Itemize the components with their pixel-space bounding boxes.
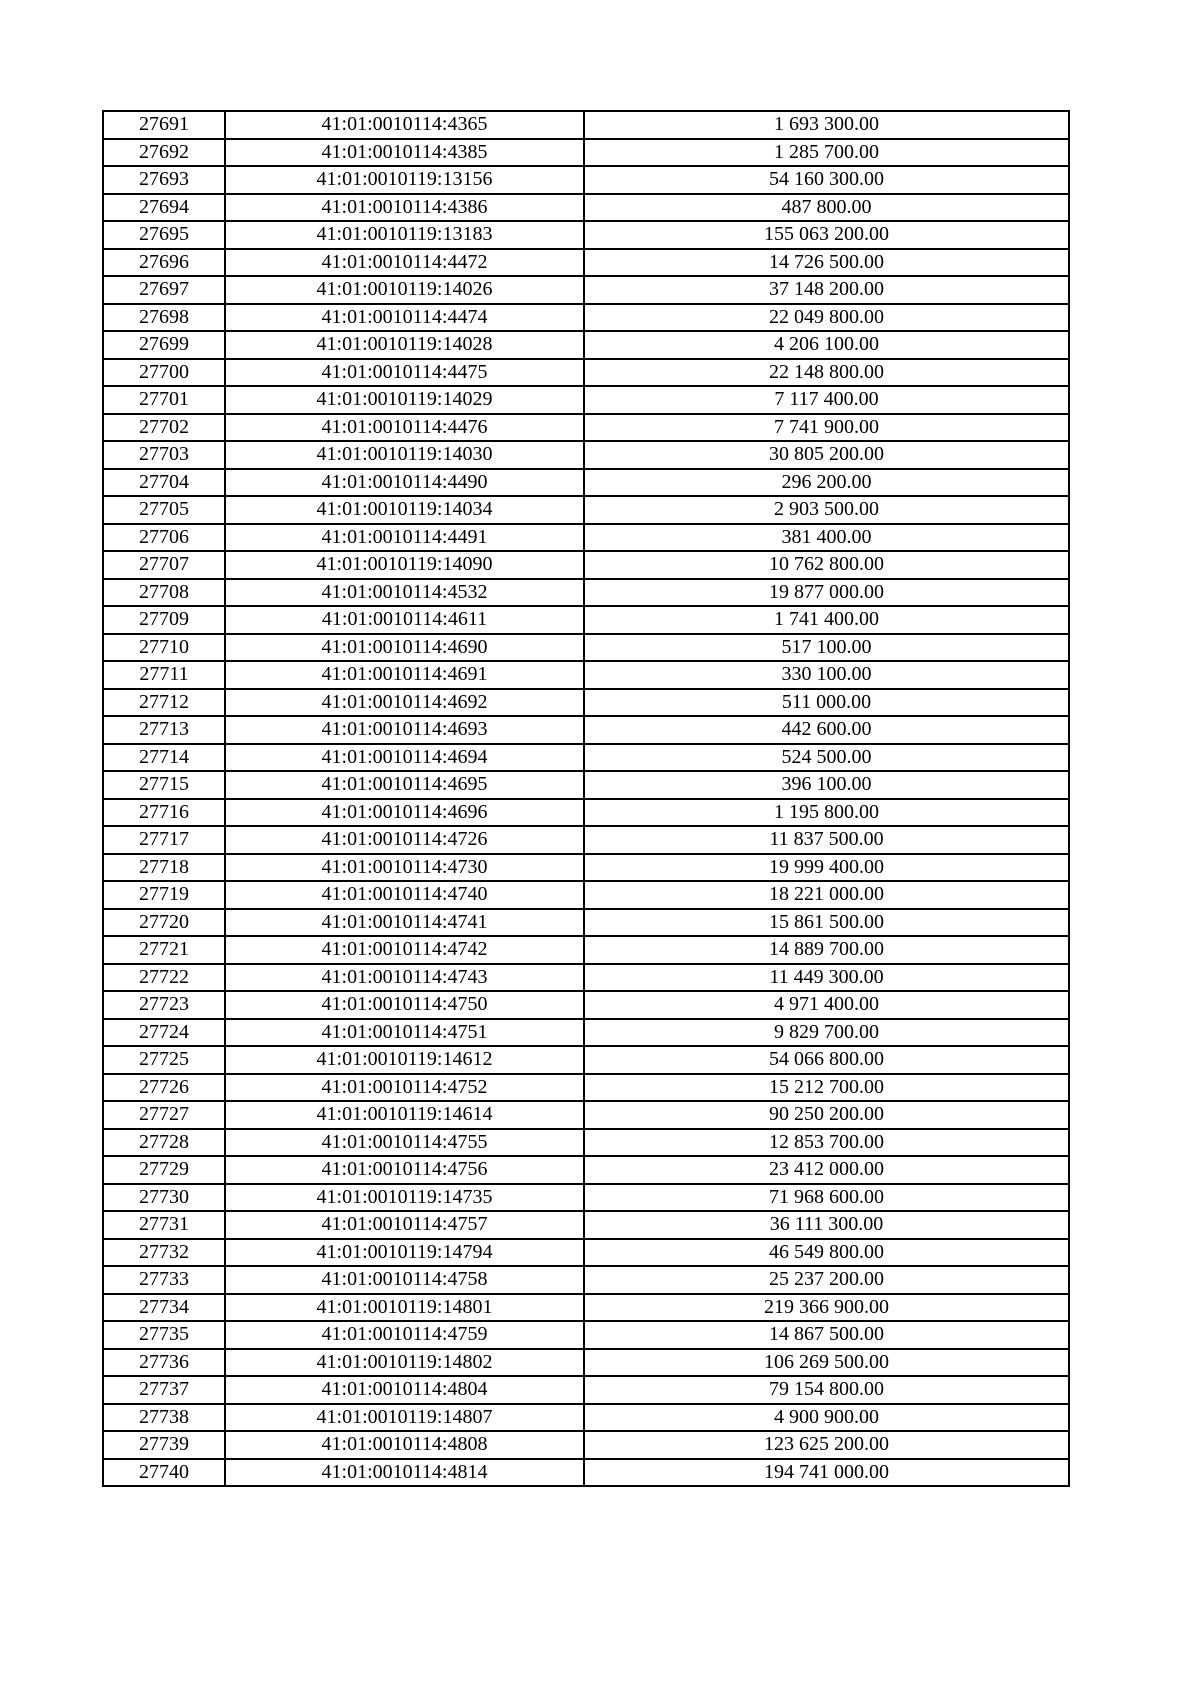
row-number-cell: 27712 (103, 689, 225, 717)
cadastral-value-cell: 396 100.00 (584, 771, 1069, 799)
cadastral-value-cell: 12 853 700.00 (584, 1129, 1069, 1157)
table-row (103, 799, 1069, 827)
table-row (103, 1129, 1069, 1157)
table-row (103, 249, 1069, 277)
row-number-cell: 27720 (103, 909, 225, 937)
row-number-cell: 27702 (103, 414, 225, 442)
cadastral-value-cell: 11 837 500.00 (584, 826, 1069, 854)
cadastral-value-cell: 194 741 000.00 (584, 1459, 1069, 1487)
row-number-cell: 27730 (103, 1184, 225, 1212)
cadastral-number-cell: 41:01:0010114:4532 (225, 579, 584, 607)
cadastral-value-cell: 296 200.00 (584, 469, 1069, 497)
row-number-cell: 27736 (103, 1349, 225, 1377)
row-number-cell: 27738 (103, 1404, 225, 1432)
cadastral-number-cell: 41:01:0010114:4693 (225, 716, 584, 744)
row-number-cell: 27704 (103, 469, 225, 497)
cadastral-value-cell: 7 741 900.00 (584, 414, 1069, 442)
table-row (103, 221, 1069, 249)
cadastral-number-cell: 41:01:0010119:14802 (225, 1349, 584, 1377)
cadastral-number-cell: 41:01:0010114:4758 (225, 1266, 584, 1294)
table-row (103, 689, 1069, 717)
cadastral-number-cell: 41:01:0010114:4726 (225, 826, 584, 854)
table-row (103, 771, 1069, 799)
cadastral-value-cell: 71 968 600.00 (584, 1184, 1069, 1212)
row-number-cell: 27711 (103, 661, 225, 689)
table-row (103, 524, 1069, 552)
cadastral-value-cell: 14 867 500.00 (584, 1321, 1069, 1349)
table-row (103, 1349, 1069, 1377)
cadastral-value-cell: 4 900 900.00 (584, 1404, 1069, 1432)
cadastral-value-cell: 14 726 500.00 (584, 249, 1069, 277)
row-number-cell: 27732 (103, 1239, 225, 1267)
cadastral-value-cell: 79 154 800.00 (584, 1376, 1069, 1404)
cadastral-value-cell: 25 237 200.00 (584, 1266, 1069, 1294)
row-number-cell: 27691 (103, 111, 225, 139)
table-row (103, 854, 1069, 882)
cadastral-number-cell: 41:01:0010119:14614 (225, 1101, 584, 1129)
table-row (103, 744, 1069, 772)
table-row (103, 1156, 1069, 1184)
cadastral-value-cell: 11 449 300.00 (584, 964, 1069, 992)
cadastral-number-cell: 41:01:0010114:4755 (225, 1129, 584, 1157)
cadastral-value-cell: 4 206 100.00 (584, 331, 1069, 359)
cadastral-value-cell: 19 999 400.00 (584, 854, 1069, 882)
table-body (103, 111, 1069, 1486)
cadastral-number-cell: 41:01:0010114:4694 (225, 744, 584, 772)
cadastral-number-cell: 41:01:0010114:4611 (225, 606, 584, 634)
table-row (103, 579, 1069, 607)
row-number-cell: 27722 (103, 964, 225, 992)
cadastral-number-cell: 41:01:0010114:4476 (225, 414, 584, 442)
table-row (103, 881, 1069, 909)
row-number-cell: 27698 (103, 304, 225, 332)
row-number-cell: 27717 (103, 826, 225, 854)
row-number-cell: 27707 (103, 551, 225, 579)
row-number-cell: 27697 (103, 276, 225, 304)
cadastral-number-cell: 41:01:0010114:4386 (225, 194, 584, 222)
row-number-cell: 27739 (103, 1431, 225, 1459)
table-row (103, 909, 1069, 937)
row-number-cell: 27715 (103, 771, 225, 799)
table-row (103, 661, 1069, 689)
table-row (103, 826, 1069, 854)
row-number-cell: 27696 (103, 249, 225, 277)
cadastral-number-cell: 41:01:0010114:4741 (225, 909, 584, 937)
cadastral-value-cell: 442 600.00 (584, 716, 1069, 744)
table-row (103, 386, 1069, 414)
row-number-cell: 27693 (103, 166, 225, 194)
table-row (103, 469, 1069, 497)
table-row (103, 991, 1069, 1019)
cadastral-number-cell: 41:01:0010114:4759 (225, 1321, 584, 1349)
cadastral-number-cell: 41:01:0010114:4751 (225, 1019, 584, 1047)
row-number-cell: 27703 (103, 441, 225, 469)
table-row (103, 331, 1069, 359)
cadastral-number-cell: 41:01:0010114:4743 (225, 964, 584, 992)
cadastral-value-cell: 14 889 700.00 (584, 936, 1069, 964)
cadastral-number-cell: 41:01:0010114:4740 (225, 881, 584, 909)
cadastral-value-cell: 4 971 400.00 (584, 991, 1069, 1019)
cadastral-number-cell: 41:01:0010119:14090 (225, 551, 584, 579)
cadastral-number-cell: 41:01:0010114:4695 (225, 771, 584, 799)
row-number-cell: 27733 (103, 1266, 225, 1294)
cadastral-value-cell: 23 412 000.00 (584, 1156, 1069, 1184)
cadastral-number-cell: 41:01:0010119:14794 (225, 1239, 584, 1267)
row-number-cell: 27729 (103, 1156, 225, 1184)
cadastral-value-cell: 123 625 200.00 (584, 1431, 1069, 1459)
cadastral-value-cell: 2 903 500.00 (584, 496, 1069, 524)
table-row (103, 1376, 1069, 1404)
row-number-cell: 27740 (103, 1459, 225, 1487)
cadastral-value-cell: 22 148 800.00 (584, 359, 1069, 387)
cadastral-value-cell: 381 400.00 (584, 524, 1069, 552)
row-number-cell: 27716 (103, 799, 225, 827)
row-number-cell: 27709 (103, 606, 225, 634)
row-number-cell: 27699 (103, 331, 225, 359)
cadastral-number-cell: 41:01:0010119:13156 (225, 166, 584, 194)
cadastral-number-cell: 41:01:0010114:4814 (225, 1459, 584, 1487)
row-number-cell: 27705 (103, 496, 225, 524)
cadastral-number-cell: 41:01:0010114:4690 (225, 634, 584, 662)
table-row (103, 1184, 1069, 1212)
cadastral-value-cell: 10 762 800.00 (584, 551, 1069, 579)
cadastral-number-cell: 41:01:0010114:4490 (225, 469, 584, 497)
cadastral-number-cell: 41:01:0010114:4750 (225, 991, 584, 1019)
row-number-cell: 27731 (103, 1211, 225, 1239)
table-row (103, 606, 1069, 634)
cadastral-value-cell: 7 117 400.00 (584, 386, 1069, 414)
cadastral-value-cell: 37 148 200.00 (584, 276, 1069, 304)
table-row (103, 496, 1069, 524)
table-row (103, 1431, 1069, 1459)
table-row (103, 1019, 1069, 1047)
table-row (103, 716, 1069, 744)
cadastral-value-cell: 511 000.00 (584, 689, 1069, 717)
cadastral-number-cell: 41:01:0010114:4752 (225, 1074, 584, 1102)
cadastral-value-cell: 9 829 700.00 (584, 1019, 1069, 1047)
cadastral-number-cell: 41:01:0010119:14801 (225, 1294, 584, 1322)
cadastral-value-cell: 524 500.00 (584, 744, 1069, 772)
row-number-cell: 27713 (103, 716, 225, 744)
table-row (103, 1046, 1069, 1074)
cadastral-value-cell: 54 066 800.00 (584, 1046, 1069, 1074)
cadastral-number-cell: 41:01:0010119:14807 (225, 1404, 584, 1432)
cadastral-number-cell: 41:01:0010114:4757 (225, 1211, 584, 1239)
table-row (103, 304, 1069, 332)
row-number-cell: 27723 (103, 991, 225, 1019)
table-row (103, 276, 1069, 304)
cadastral-number-cell: 41:01:0010114:4691 (225, 661, 584, 689)
cadastral-value-cell: 330 100.00 (584, 661, 1069, 689)
table-row (103, 139, 1069, 167)
cadastral-number-cell: 41:01:0010119:14735 (225, 1184, 584, 1212)
cadastral-value-cell: 36 111 300.00 (584, 1211, 1069, 1239)
cadastral-value-cell: 1 285 700.00 (584, 139, 1069, 167)
row-number-cell: 27695 (103, 221, 225, 249)
cadastral-number-cell: 41:01:0010119:13183 (225, 221, 584, 249)
row-number-cell: 27735 (103, 1321, 225, 1349)
cadastral-value-cell: 155 063 200.00 (584, 221, 1069, 249)
table-row (103, 111, 1069, 139)
cadastral-value-table (102, 110, 1070, 1487)
table-row (103, 1266, 1069, 1294)
row-number-cell: 27726 (103, 1074, 225, 1102)
cadastral-number-cell: 41:01:0010114:4804 (225, 1376, 584, 1404)
cadastral-number-cell: 41:01:0010119:14030 (225, 441, 584, 469)
cadastral-number-cell: 41:01:0010114:4474 (225, 304, 584, 332)
cadastral-number-cell: 41:01:0010114:4808 (225, 1431, 584, 1459)
table-row (103, 1211, 1069, 1239)
cadastral-value-cell: 54 160 300.00 (584, 166, 1069, 194)
cadastral-value-cell: 1 741 400.00 (584, 606, 1069, 634)
table-row (103, 1101, 1069, 1129)
cadastral-number-cell: 41:01:0010119:14034 (225, 496, 584, 524)
table-row (103, 441, 1069, 469)
row-number-cell: 27724 (103, 1019, 225, 1047)
table-row (103, 166, 1069, 194)
cadastral-value-cell: 30 805 200.00 (584, 441, 1069, 469)
cadastral-value-cell: 15 861 500.00 (584, 909, 1069, 937)
row-number-cell: 27728 (103, 1129, 225, 1157)
cadastral-number-cell: 41:01:0010114:4692 (225, 689, 584, 717)
row-number-cell: 27734 (103, 1294, 225, 1322)
row-number-cell: 27727 (103, 1101, 225, 1129)
cadastral-number-cell: 41:01:0010119:14029 (225, 386, 584, 414)
cadastral-value-cell: 19 877 000.00 (584, 579, 1069, 607)
cadastral-number-cell: 41:01:0010114:4742 (225, 936, 584, 964)
row-number-cell: 27725 (103, 1046, 225, 1074)
row-number-cell: 27701 (103, 386, 225, 414)
cadastral-number-cell: 41:01:0010114:4756 (225, 1156, 584, 1184)
table-row (103, 414, 1069, 442)
table-row (103, 1074, 1069, 1102)
row-number-cell: 27719 (103, 881, 225, 909)
table-row (103, 634, 1069, 662)
cadastral-value-cell: 15 212 700.00 (584, 1074, 1069, 1102)
table-row (103, 1459, 1069, 1487)
table-row (103, 194, 1069, 222)
table-row (103, 1294, 1069, 1322)
row-number-cell: 27710 (103, 634, 225, 662)
row-number-cell: 27721 (103, 936, 225, 964)
cadastral-value-cell: 106 269 500.00 (584, 1349, 1069, 1377)
table-row (103, 1321, 1069, 1349)
table-row (103, 1404, 1069, 1432)
row-number-cell: 27692 (103, 139, 225, 167)
row-number-cell: 27714 (103, 744, 225, 772)
cadastral-value-cell: 18 221 000.00 (584, 881, 1069, 909)
table-row (103, 359, 1069, 387)
row-number-cell: 27700 (103, 359, 225, 387)
cadastral-number-cell: 41:01:0010114:4491 (225, 524, 584, 552)
cadastral-value-cell: 487 800.00 (584, 194, 1069, 222)
cadastral-number-cell: 41:01:0010114:4472 (225, 249, 584, 277)
cadastral-value-cell: 517 100.00 (584, 634, 1069, 662)
cadastral-number-cell: 41:01:0010114:4696 (225, 799, 584, 827)
cadastral-number-cell: 41:01:0010119:14028 (225, 331, 584, 359)
row-number-cell: 27737 (103, 1376, 225, 1404)
row-number-cell: 27708 (103, 579, 225, 607)
cadastral-value-cell: 219 366 900.00 (584, 1294, 1069, 1322)
row-number-cell: 27694 (103, 194, 225, 222)
cadastral-number-cell: 41:01:0010114:4385 (225, 139, 584, 167)
cadastral-value-cell: 1 195 800.00 (584, 799, 1069, 827)
cadastral-value-cell: 1 693 300.00 (584, 111, 1069, 139)
table-row (103, 964, 1069, 992)
table-row (103, 1239, 1069, 1267)
row-number-cell: 27718 (103, 854, 225, 882)
cadastral-number-cell: 41:01:0010119:14612 (225, 1046, 584, 1074)
cadastral-value-cell: 22 049 800.00 (584, 304, 1069, 332)
cadastral-number-cell: 41:01:0010114:4365 (225, 111, 584, 139)
cadastral-value-cell: 46 549 800.00 (584, 1239, 1069, 1267)
cadastral-number-cell: 41:01:0010114:4475 (225, 359, 584, 387)
table-row (103, 551, 1069, 579)
cadastral-number-cell: 41:01:0010119:14026 (225, 276, 584, 304)
table-row (103, 936, 1069, 964)
cadastral-number-cell: 41:01:0010114:4730 (225, 854, 584, 882)
cadastral-value-cell: 90 250 200.00 (584, 1101, 1069, 1129)
row-number-cell: 27706 (103, 524, 225, 552)
